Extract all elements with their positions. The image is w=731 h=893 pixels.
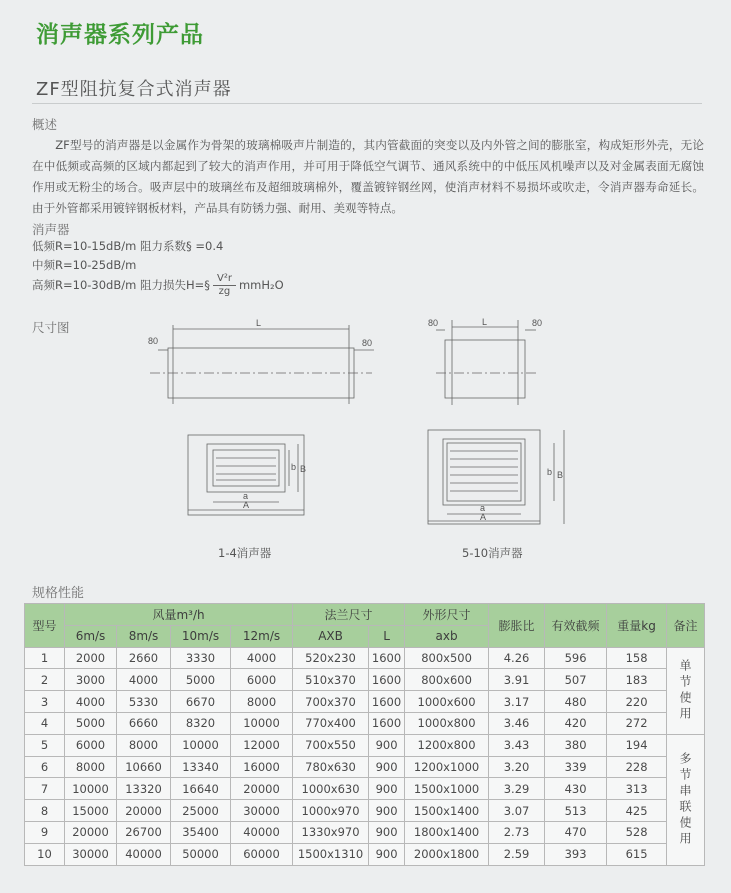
header-weight: 重量kg	[607, 604, 667, 648]
subheader: 12m/s	[231, 625, 293, 647]
note-single-use: 单节使用	[667, 647, 705, 734]
table-cell: 158	[607, 647, 667, 669]
page-title: 消声器系列产品	[36, 22, 204, 48]
spec-low-frequency: 低频R=10-15dB/m 阻力系数§ =0.4	[32, 239, 224, 253]
table-cell: 480	[545, 691, 607, 713]
spec-table	[24, 603, 705, 866]
table-cell: 615	[607, 843, 667, 865]
dim-right-A: A	[480, 512, 487, 522]
table-row	[25, 691, 705, 713]
table-cell: 8	[25, 800, 65, 822]
muffler-heading: 消声器	[32, 222, 70, 237]
table-cell: 3	[25, 691, 65, 713]
table-cell: 3.29	[489, 778, 545, 800]
table-cell: 3.43	[489, 734, 545, 756]
subheader: L	[369, 625, 405, 647]
table-cell: 194	[607, 734, 667, 756]
table-cell: 228	[607, 756, 667, 778]
table-cell: 3.46	[489, 712, 545, 734]
subheader: 10m/s	[171, 625, 231, 647]
table-cell: 4000	[231, 647, 293, 669]
dim-right-right-80: 80	[532, 318, 543, 328]
dim-left-L: L	[256, 318, 262, 328]
table-cell: 900	[369, 800, 405, 822]
note-multi-use: 多节串联使用	[667, 734, 705, 865]
table-cell: 16640	[171, 778, 231, 800]
caption-1-4: 1-4消声器	[218, 546, 272, 560]
table-row	[25, 778, 705, 800]
table-cell: 700x550	[293, 734, 369, 756]
table-cell: 1600	[369, 691, 405, 713]
table-cell: 5000	[171, 669, 231, 691]
product-subtitle: ZF型阻抗复合式消声器	[36, 79, 232, 100]
table-cell: 770x400	[293, 712, 369, 734]
subheader: 8m/s	[117, 625, 171, 647]
dim-right-a: a	[480, 503, 486, 513]
table-cell: 4000	[65, 691, 117, 713]
table-cell: 3.91	[489, 669, 545, 691]
pressure-unit: mmH₂O	[238, 278, 284, 292]
pressure-loss-fraction	[213, 273, 236, 298]
dim-left-B: B	[300, 464, 307, 474]
table-cell: 520x230	[293, 647, 369, 669]
table-cell: 393	[545, 843, 607, 865]
table-cell: 3000	[65, 669, 117, 691]
table-cell: 900	[369, 756, 405, 778]
header-outer: 外形尺寸	[405, 604, 489, 626]
table-cell: 40000	[117, 843, 171, 865]
table-cell: 507	[545, 669, 607, 691]
table-cell: 900	[369, 778, 405, 800]
table-cell: 380	[545, 734, 607, 756]
fraction-denominator: zg	[218, 285, 231, 297]
drawing-left-side	[150, 325, 374, 515]
table-cell: 10000	[171, 734, 231, 756]
drawing-left-labels	[148, 318, 372, 510]
table-cell: 2660	[117, 647, 171, 669]
dimension-drawings	[140, 315, 580, 540]
header-flange: 法兰尺寸	[293, 604, 405, 626]
table-cell: 30000	[65, 843, 117, 865]
table-cell: 6000	[65, 734, 117, 756]
table-cell: 3.20	[489, 756, 545, 778]
dim-left-a: a	[243, 491, 249, 501]
dimension-heading: 尺寸图	[32, 320, 70, 335]
table-cell: 1200x800	[405, 734, 489, 756]
table-row	[25, 843, 705, 865]
table-row	[25, 647, 705, 669]
table-cell: 425	[607, 800, 667, 822]
dim-right-B: B	[557, 470, 564, 480]
table-cell: 1000x630	[293, 778, 369, 800]
table-cell: 50000	[171, 843, 231, 865]
dim-right-80: 80	[362, 338, 373, 348]
table-cell: 2000	[65, 647, 117, 669]
fraction-numerator: V²r	[213, 273, 236, 286]
subheader: AXB	[293, 625, 369, 647]
table-cell: 510x370	[293, 669, 369, 691]
header-note: 备注	[667, 604, 705, 648]
overview-paragraph	[32, 135, 704, 219]
table-cell: 60000	[231, 843, 293, 865]
table-header-row	[25, 604, 705, 626]
table-cell: 1	[25, 647, 65, 669]
table-cell: 26700	[117, 821, 171, 843]
table-cell: 420	[545, 712, 607, 734]
table-cell: 30000	[231, 800, 293, 822]
table-cell: 1500x1000	[405, 778, 489, 800]
table-cell: 20000	[65, 821, 117, 843]
table-cell: 900	[369, 843, 405, 865]
table-cell: 40000	[231, 821, 293, 843]
table-cell: 5000	[65, 712, 117, 734]
dim-left-A: A	[243, 500, 250, 510]
dim-right-b: b	[547, 467, 553, 477]
table-cell: 1500x1310	[293, 843, 369, 865]
table-cell: 10000	[231, 712, 293, 734]
table-cell: 430	[545, 778, 607, 800]
table-cell: 780x630	[293, 756, 369, 778]
table-cell: 1330x970	[293, 821, 369, 843]
subheader: axb	[405, 625, 489, 647]
table-cell: 800x600	[405, 669, 489, 691]
table-cell: 4000	[117, 669, 171, 691]
table-cell: 20000	[231, 778, 293, 800]
table-cell: 3330	[171, 647, 231, 669]
table-cell: 8000	[65, 756, 117, 778]
table-cell: 1600	[369, 647, 405, 669]
table-cell: 25000	[171, 800, 231, 822]
header-model: 型号	[25, 604, 65, 648]
table-cell: 183	[607, 669, 667, 691]
table-cell: 12000	[231, 734, 293, 756]
header-effective: 有效截频	[545, 604, 607, 648]
table-cell: 220	[607, 691, 667, 713]
table-cell: 6	[25, 756, 65, 778]
table-cell: 10660	[117, 756, 171, 778]
table-cell: 1200x1000	[405, 756, 489, 778]
high-frequency-text: 高频R=10-30dB/m 阻力损失H=§	[32, 278, 210, 292]
table-cell: 2.73	[489, 821, 545, 843]
table-cell: 8000	[117, 734, 171, 756]
table-row	[25, 800, 705, 822]
table-cell: 1600	[369, 669, 405, 691]
table-cell: 16000	[231, 756, 293, 778]
table-row	[25, 669, 705, 691]
spec-high-frequency	[32, 270, 284, 300]
table-cell: 470	[545, 821, 607, 843]
caption-5-10: 5-10消声器	[462, 546, 523, 560]
dim-left-80: 80	[148, 336, 159, 346]
table-cell: 2000x1800	[405, 843, 489, 865]
table-cell: 2.59	[489, 843, 545, 865]
table-cell: 8000	[231, 691, 293, 713]
table-cell: 339	[545, 756, 607, 778]
table-cell: 1000x800	[405, 712, 489, 734]
table-cell: 20000	[117, 800, 171, 822]
table-cell: 1000x970	[293, 800, 369, 822]
table-cell: 900	[369, 821, 405, 843]
overview-text: ZF型号的消声器是以金属作为骨架的玻璃棉吸声片制造的，其内管截面的突变以及内外管之间的膨胀室，构成矩形外壳，无论在中低频或高频的区域内都起到了较大的消声作用，并可用于降低空气调节、通风系统中的中低压风机噪声以及对金属表面无腐蚀作用或无粉尘的场合。吸声层中的玻璃丝布及超细玻璃棉外，覆盖镀锌钢丝网，使消声材料不易损坏或吹走，令消声器寿命延长。由于外管都采用镀锌钢板材料，产品具有防锈力强、耐用、美观等特点。	[32, 138, 704, 215]
table-cell: 8320	[171, 712, 231, 734]
table-cell: 3.17	[489, 691, 545, 713]
drawing-right-side	[428, 320, 564, 524]
table-cell: 10	[25, 843, 65, 865]
overview-heading: 概述	[32, 117, 58, 132]
table-row	[25, 712, 705, 734]
table-cell: 700x370	[293, 691, 369, 713]
divider	[32, 103, 702, 104]
table-cell: 4	[25, 712, 65, 734]
table-cell: 4.26	[489, 647, 545, 669]
table-cell: 1000x600	[405, 691, 489, 713]
header-expansion: 膨胀比	[489, 604, 545, 648]
dim-right-left-80: 80	[428, 318, 439, 328]
table-cell: 313	[607, 778, 667, 800]
table-cell: 5330	[117, 691, 171, 713]
header-airflow: 风量m³/h	[65, 604, 293, 626]
table-cell: 513	[545, 800, 607, 822]
dim-right-L: L	[482, 317, 488, 327]
table-cell: 13340	[171, 756, 231, 778]
table-cell: 10000	[65, 778, 117, 800]
table-row	[25, 734, 705, 756]
table-cell: 1600	[369, 712, 405, 734]
table-cell: 2	[25, 669, 65, 691]
table-cell: 9	[25, 821, 65, 843]
table-cell: 800x500	[405, 647, 489, 669]
table-cell: 900	[369, 734, 405, 756]
table-cell: 6670	[171, 691, 231, 713]
table-cell: 35400	[171, 821, 231, 843]
spec-mid-frequency: 中频R=10-25dB/m	[32, 258, 137, 272]
table-row	[25, 756, 705, 778]
table-cell: 1800x1400	[405, 821, 489, 843]
table-cell: 528	[607, 821, 667, 843]
table-row	[25, 821, 705, 843]
table-cell: 7	[25, 778, 65, 800]
table-cell: 6000	[231, 669, 293, 691]
table-cell: 15000	[65, 800, 117, 822]
table-cell: 1500x1400	[405, 800, 489, 822]
spec-heading: 规格性能	[32, 586, 85, 601]
subheader: 6m/s	[65, 625, 117, 647]
table-cell: 13320	[117, 778, 171, 800]
table-cell: 5	[25, 734, 65, 756]
table-cell: 596	[545, 647, 607, 669]
dim-left-b: b	[291, 462, 297, 472]
table-cell: 6660	[117, 712, 171, 734]
table-cell: 3.07	[489, 800, 545, 822]
table-cell: 272	[607, 712, 667, 734]
